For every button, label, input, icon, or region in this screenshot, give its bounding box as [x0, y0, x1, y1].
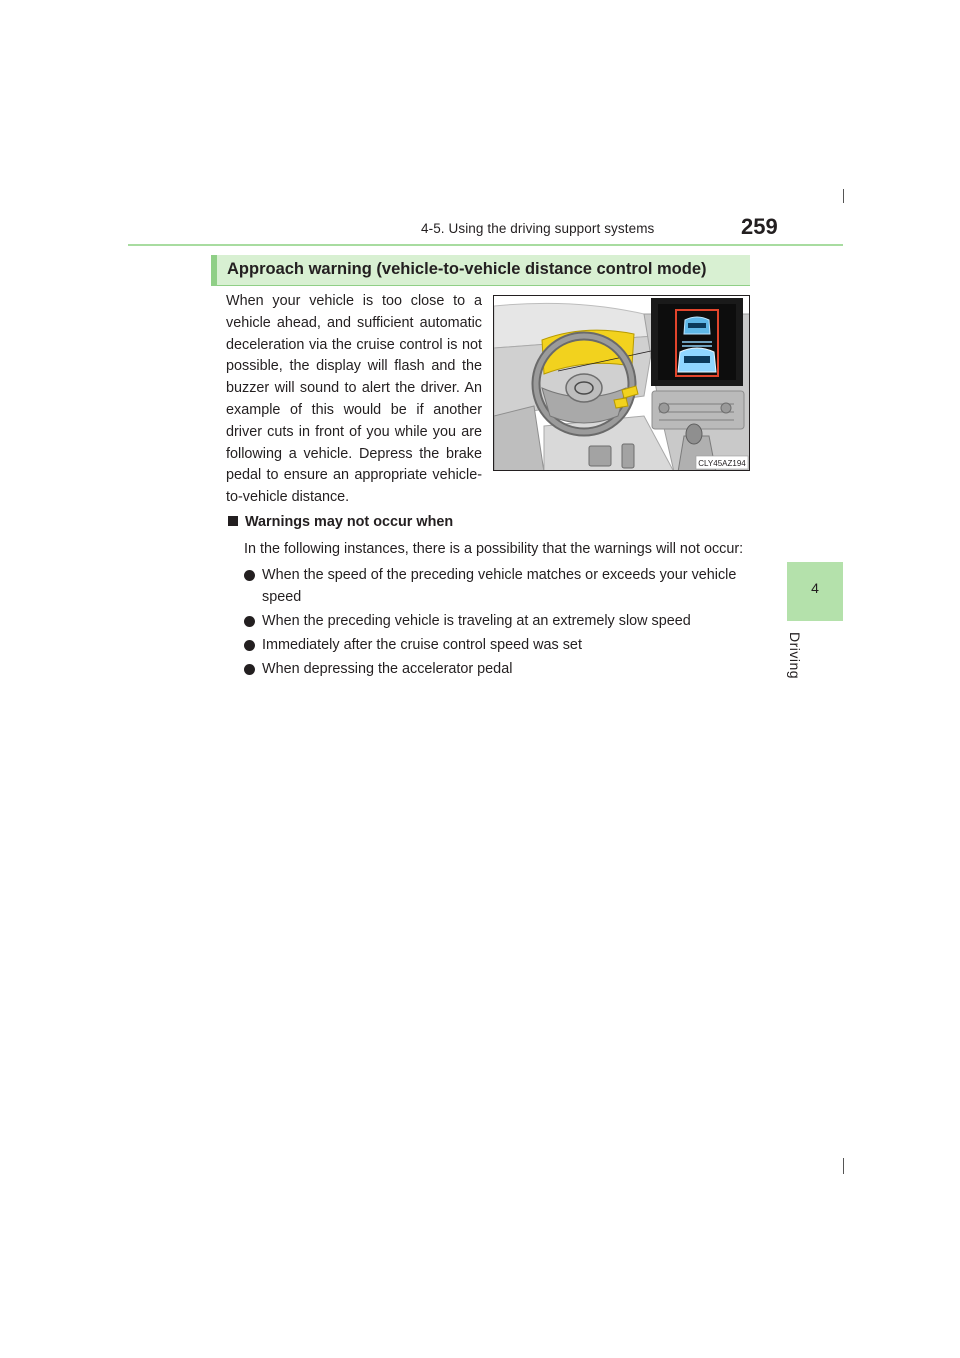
list-item	[244, 659, 748, 681]
list-item	[244, 635, 748, 657]
chapter-label: Driving	[787, 632, 803, 680]
header-rule	[128, 244, 843, 246]
bullet-dot-icon	[244, 570, 255, 581]
section-heading	[211, 255, 750, 286]
list-item-text: When depressing the accelerator pedal	[262, 660, 513, 677]
list-item-text: Immediately after the cruise control speed was set	[262, 636, 582, 653]
dashboard-drawing	[494, 296, 750, 471]
bullet-dot-icon	[244, 640, 255, 651]
figure-code: CLY45AZ194	[698, 459, 746, 468]
bullet-dot-icon	[244, 616, 255, 627]
header-section-title: 4-5. Using the driving support systems	[421, 221, 655, 236]
square-bullet-icon	[228, 516, 238, 526]
crop-mark-top	[843, 189, 844, 203]
subsection-heading	[228, 514, 453, 530]
bullet-dot-icon	[244, 664, 255, 675]
dashboard-illustration	[493, 295, 750, 471]
list-item-text: When the preceding vehicle is traveling at an extremely slow speed	[262, 612, 691, 629]
chapter-tab	[787, 562, 843, 621]
list-item	[244, 565, 748, 608]
subsection-heading-text: Warnings may not occur when	[245, 514, 454, 530]
subsection-intro: In the following instances, there is a possibility that the warnings will not occur:	[244, 541, 744, 557]
section-heading-text: Approach warning (vehicle-to-vehicle distance control mode)	[227, 260, 707, 278]
chapter-number: 4	[811, 580, 819, 596]
list-item-text: When the speed of the preceding vehicle matches or exceeds your vehicle speed	[262, 567, 737, 605]
list-item	[244, 611, 748, 633]
warning-conditions-list	[244, 565, 748, 683]
crop-mark-bottom	[843, 1158, 844, 1174]
body-paragraph: When your vehicle is too close to a vehicle ahead, and sufficient automatic deceleration via the cruise control is not possible, the display will flash and the buzzer will sound to alert the driver. An example of this would be if another driver cuts in front of you while you are following a vehicle. Depress the brake pedal to ensure an appropriate vehicle-to-vehicle distance.	[226, 293, 482, 506]
page-number: 259	[741, 214, 778, 239]
